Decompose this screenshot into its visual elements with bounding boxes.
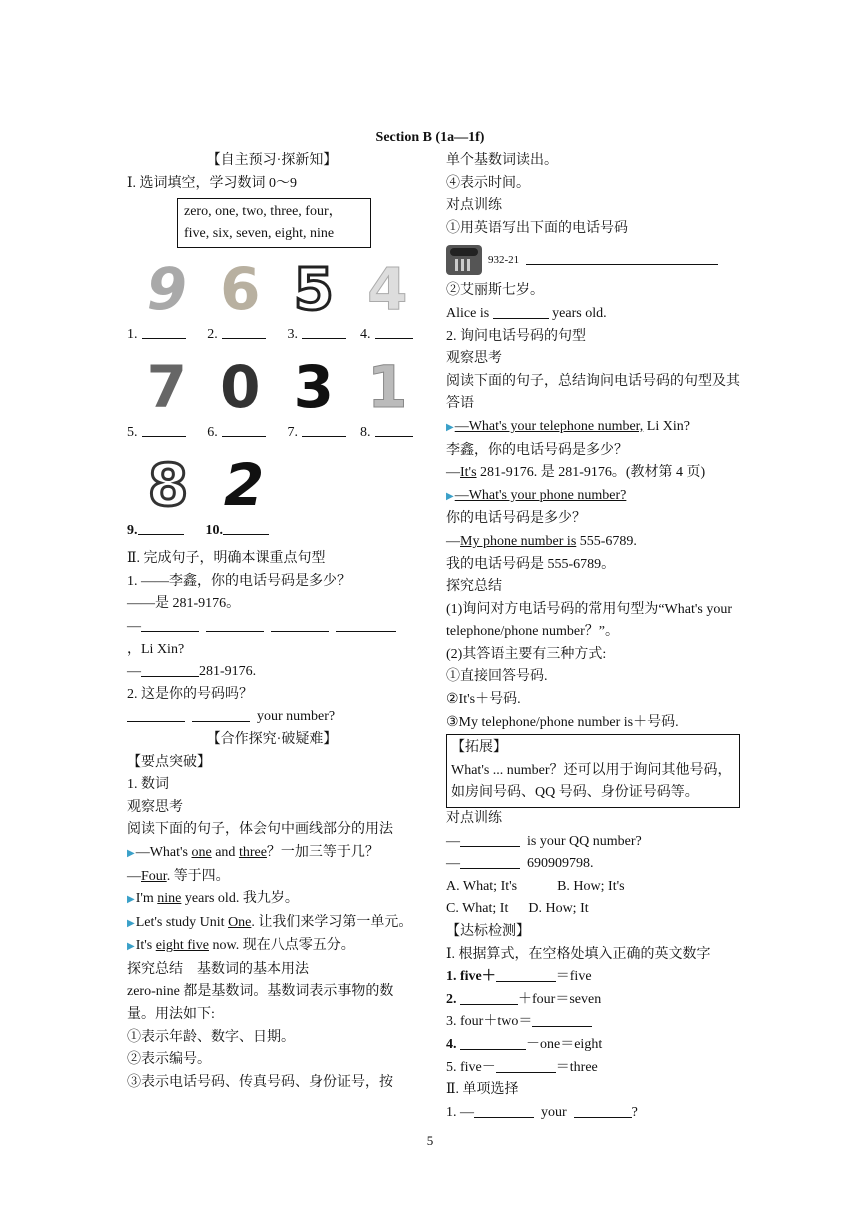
answer-blank[interactable] [574,1103,632,1118]
answer-blank[interactable] [271,617,329,632]
q2-prompt: 2. 这是你的号码吗？ [127,686,253,702]
num-label: 2. [207,327,218,343]
part1-title: Ⅰ. 选词填空，学习数词 0～9 [127,175,298,191]
phone-number: 932-21 [488,254,520,267]
num-label: 3. [287,327,298,343]
usage-item: ①表示年龄、数字、日期。 [127,1029,295,1045]
answer-blank[interactable] [206,617,264,632]
answer-blank[interactable] [460,1035,526,1050]
answer-row2 [127,422,417,444]
answer-blank[interactable] [493,304,549,319]
arrow-icon: ▶ [127,917,135,929]
choice-options [446,898,740,921]
item1-heading: 1. 数词 [127,777,169,793]
answer-blank[interactable] [302,324,346,339]
observe-heading: 观察思考 [446,351,502,367]
answer-way: ③My telephone/phone number is＋号码. [446,714,679,730]
q2-blanks [127,706,417,729]
answer-row1 [127,324,417,346]
read-instruction: 阅读下面的句子，体会句中画线部分的用法 [127,822,393,838]
usage-item: ④表示时间。 [446,175,530,191]
q1-prompt: 1. ——李鑫，你的电话号码是多少？ [127,573,351,589]
digit-images-row2 [137,353,417,422]
summary-text: (2)其答语主要有三种方式: [446,646,607,662]
digit-one-image: 1 [367,353,408,422]
example-sentence: ▶—What's your phone number? [446,487,627,503]
equation: 1. five＋ ＝five [446,969,592,985]
practice-item: ②艾丽斯七岁。 [446,283,544,299]
answer-way: ②It's＋号码. [446,692,521,708]
example-sentence: —Four. 等于四。 [127,868,230,884]
digit-seven-image: 7 [146,353,187,422]
option-c[interactable]: C. What; It [446,901,509,917]
practice-item: ①用英语写出下面的电话号码 [446,220,628,236]
answer-blank[interactable] [496,967,556,982]
practice-item: Alice is years old. [446,305,607,321]
digit-two-image: 2 [223,451,265,520]
example-sentence: ▶—What's your telephone number, Li Xin? [446,418,690,434]
extension-title: 【拓展】 [451,740,507,756]
answer-row3 [127,520,417,542]
left-column [127,150,417,1094]
equation: 3. four＋two＝ [446,1011,740,1034]
num-label: 4. [360,327,371,343]
answer-blank[interactable] [375,324,413,339]
answer-blank[interactable] [532,1012,592,1027]
num-label: 10. [205,523,223,539]
q1-answer-cn: ——是 281-9176。 [127,596,241,612]
answer-blank[interactable] [142,422,186,437]
example-sentence: ▶I'm nine years old. 我九岁。 [127,891,299,907]
phone-question [446,240,740,280]
arrow-icon: ▶ [127,847,135,859]
choice-question: 1. — your ? [446,1104,638,1120]
usage-continued: 单个基数词读出。 [446,153,558,168]
page-number: 5 [426,1133,434,1148]
summary-text: (1)询问对方电话号码的常用句型为“What's your telephone/phone number？”。 [446,601,732,640]
example-translation: 你的电话号码是多少？ [446,511,586,527]
num-label: 1. [127,327,138,343]
item2-heading: 2. 询问电话号码的句型 [446,328,586,344]
summary-heading: 探究总结 基数词的基本用法 [127,961,309,977]
arrow-icon: ▶ [446,421,454,433]
answer-blank[interactable] [222,422,266,437]
example-sentence: —It's 281-9176. 是 281-9176。(教材第 4 页) [446,465,706,481]
answer-blank[interactable] [138,520,184,535]
digit-six-image: 6 [220,255,261,324]
digit-images-row3 [137,451,417,520]
extension-text: What's ... number？还可以用于询问其他号码，如房间号码、QQ 号码、身份证号码等。 [451,762,732,801]
digit-eight-image: 8 [147,451,189,520]
usage-item: ③表示电话号码、传真号码、身份证号，按 [127,1074,393,1090]
example-translation: 李鑫，你的电话号码是多少？ [446,442,628,458]
practice-item: — 690909798. [446,856,594,872]
check-part1: Ⅰ. 根据算式，在空格处填入正确的英文数字 [446,946,711,962]
answer-blank[interactable] [375,422,413,437]
num-label: 5. [127,425,138,441]
right-column [446,150,740,1124]
answer-blank[interactable] [336,617,396,632]
usage-item: ②表示编号。 [127,1052,211,1068]
option-a[interactable]: A. What; It's [446,878,518,894]
answer-blank[interactable] [141,662,199,677]
heading-preview: 【自主预习·探新知】 [206,153,338,168]
answer-blank[interactable] [302,422,346,437]
answer-blank[interactable] [460,832,520,847]
telephone-icon [446,245,482,275]
practice-heading: 对点训练 [446,198,502,214]
summary-heading: 探究总结 [446,579,502,595]
digit-zero-image: 0 [220,353,261,422]
answer-blank[interactable] [192,707,250,722]
digit-nine-image: 9 [146,255,187,324]
answer-blank[interactable] [142,324,186,339]
num-label: 6. [207,425,218,441]
arrow-icon: ▶ [127,894,135,906]
answer-way: ①直接回答号码. [446,669,548,685]
answer-blank[interactable] [127,707,185,722]
num-label: 8. [360,425,371,441]
option-d[interactable]: D. How; It [528,901,589,917]
option-b[interactable]: B. How; It's [557,878,625,894]
q1-reply: — 281-9176. [127,664,257,680]
equation: 2. ＋four＝seven [446,991,602,1007]
answer-blank[interactable] [223,520,269,535]
answer-blank[interactable] [460,990,518,1005]
q1-blanks-end: ，Li Xin? [127,641,185,657]
read-instruction: 阅读下面的句子，总结询问电话号码的句型及其答语 [446,373,740,412]
answer-blank[interactable] [141,617,199,632]
num-label: 9. [127,523,138,539]
word-box-line2: five, six, seven, eight, nine [184,226,335,242]
practice-heading: 对点训练 [446,811,502,827]
equation: 5. five－ ＝three [446,1059,598,1075]
equation: 4. －one＝eight [446,1036,603,1052]
arrow-icon: ▶ [127,941,135,953]
digit-four-image: 4 [367,255,408,324]
word-box-line1: zero, one, two, three, four， [184,204,343,220]
answer-blank[interactable] [474,1103,534,1118]
summary-text: zero-nine 都是基数词。基数词表示事物的数量。用法如下: [127,984,394,1023]
num-label: 7. [287,425,298,441]
digit-images-row1 [137,255,417,324]
example-sentence: —My phone number is 555-6789. [446,533,637,549]
word-box [177,198,371,248]
key-points-heading: 【要点突破】 [127,754,211,770]
example-sentence: ▶Let's study Unit One. 让我们来学习第一单元。 [127,914,413,930]
practice-item: — is your QQ number? [446,833,642,849]
answer-blank[interactable] [222,324,266,339]
extension-box [446,734,740,808]
check-part2: Ⅱ. 单项选择 [446,1082,519,1098]
example-sentence: ▶It's eight five now. 现在八点零五分。 [127,938,355,954]
answer-blank[interactable] [496,1058,556,1073]
observe-heading: 观察思考 [127,799,183,815]
q2-tail: your number? [257,709,336,725]
q1-blanks: — [127,616,417,639]
example-sentence: ▶—What's one and three？一加三等于几？ [127,844,379,860]
part2-title: Ⅱ. 完成句子，明确本课重点句型 [127,551,326,567]
heading-explore: 【合作探究·破疑难】 [206,731,338,747]
check-heading: 【达标检测】 [446,924,530,939]
answer-blank[interactable] [526,250,718,265]
digit-five-image: 5 [293,255,334,324]
example-translation: 我的电话号码是 555-6789。 [446,556,616,572]
arrow-icon: ▶ [446,490,454,502]
digit-three-image: 3 [293,353,334,422]
choice-options [446,876,740,899]
section-title: Section B (1a—1f) [375,130,485,145]
answer-blank[interactable] [460,854,520,869]
q1-reply-number: 281-9176. [199,664,257,680]
